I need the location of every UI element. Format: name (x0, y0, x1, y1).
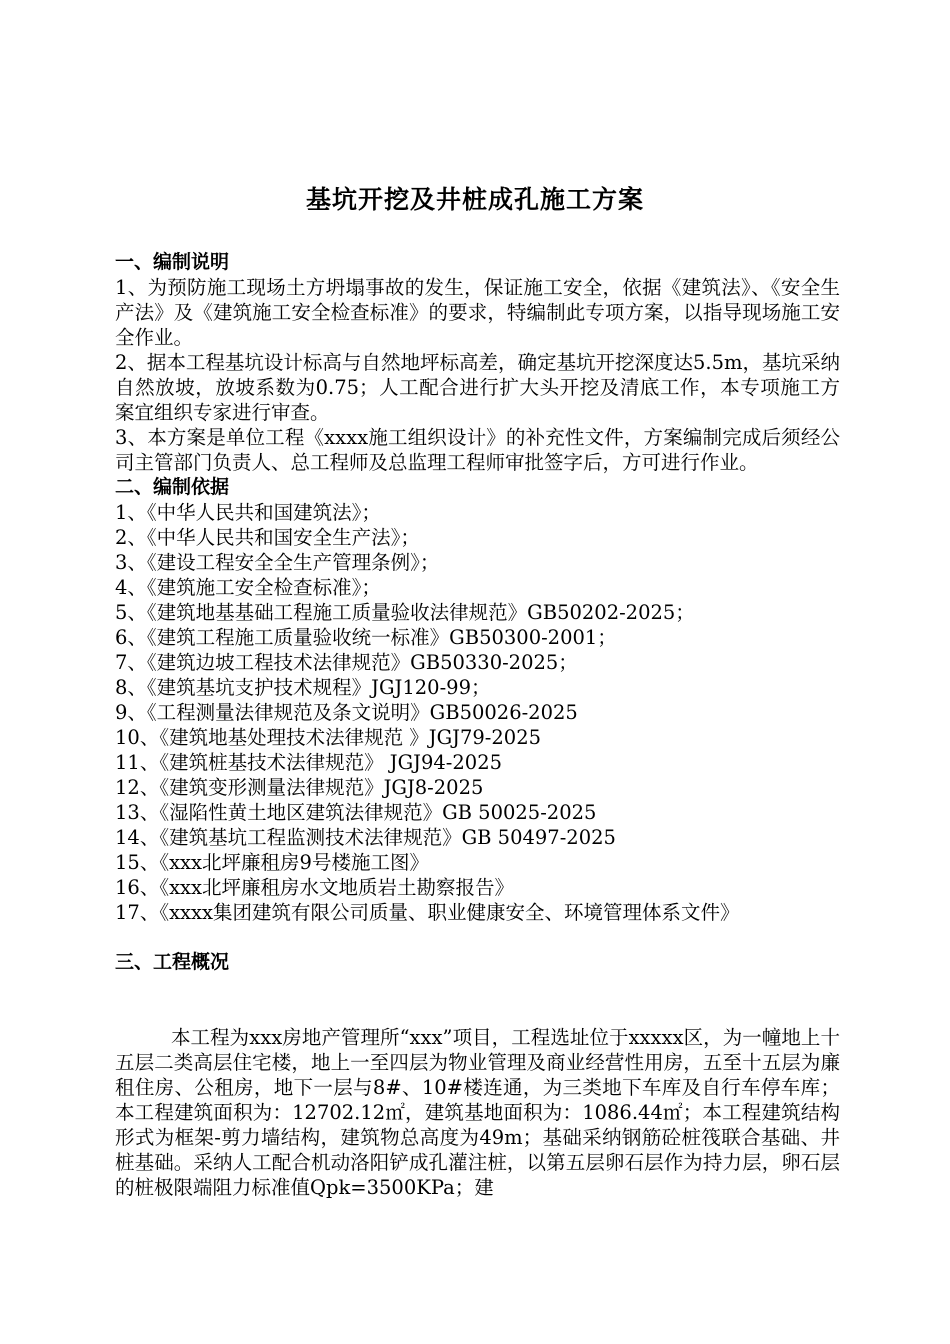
paragraph: 1、为预防施工现场土方坍塌事故的发生，保证施工安全，依据《建筑法》、《安全生产法》及《建筑施工安全检查标准》的要求，特编制此专项方案，以指导现场施工安全作业。 (115, 276, 840, 349)
list-item: 4、《建筑施工安全检查标准》； (115, 576, 381, 599)
spacer (115, 1000, 840, 1025)
list-item: 16、《xxx北坪廉租房水文地质岩土勘察报告》 (115, 876, 515, 899)
list-item: 15、《xxx北坪廉租房9号楼施工图》 (115, 851, 429, 874)
list-item: 17、《xxxx集团建筑有限公司质量、职业健康安全、环境管理体系文件》 (115, 901, 740, 924)
spacer (115, 975, 840, 1000)
section-heading-compilation-notes: 一、编制说明 (115, 251, 230, 273)
section-heading-compilation-basis: 二、编制依据 (115, 476, 230, 498)
list-item: 5、《建筑地基基础工程施工质量验收法律规范》GB50202-2025； (115, 601, 695, 624)
paragraph: 2、据本工程基坑设计标高与自然地坪标高差，确定基坑开挖深度达5.5m，基坑采纳自然放坡，放坡系数为0.75；人工配合进行扩大头开挖及清底工作，本专项施工方案宜组织专家进行审查。 (115, 351, 840, 424)
list-item: 8、《建筑基坑支护技术规程》JGJ120-99； (115, 676, 491, 699)
list-item: 11、《建筑桩基技术法律规范》 JGJ94-2025 (115, 751, 503, 774)
list-item: 7、《建筑边坡工程技术法律规范》GB50330-2025； (115, 651, 578, 674)
paragraph: 本工程为xxx房地产管理所“xxx”项目，工程选址位于xxxxx区，为一幢地上十五层二类高层住宅楼，地上一至四层为物业管理及商业经营性用房，五至十五层为廉租住房、公租房，地下一层与8#、10#楼连通，为三类地下车库及自行车停车库；本工程建筑面积为：12702.12㎡，建筑基地面积为：1086.44㎡；本工程建筑结构形式为框架-剪力墙结构，建筑物总高度为49m；基础采纳钢筋砼桩筏联合基础、井桩基础。采纳人工配合机动洛阳铲成孔灌注桩，以第五层卵石层作为持力层，卵石层的桩极限端阻力标准值Qpk=3500KPa；建 (115, 1026, 840, 1199)
list-item: 9、《工程测量法律规范及条文说明》GB50026-2025 (115, 701, 578, 724)
section-heading-project-overview: 三、工程概况 (115, 951, 230, 973)
spacer (115, 925, 840, 950)
basis-list (115, 500, 840, 925)
document-title: 基坑开挖及井桩成孔施工方案 (305, 185, 644, 214)
list-item: 13、《湿陷性黄土地区建筑法律规范》GB 50025-2025 (115, 801, 597, 824)
list-item: 6、《建筑工程施工质量验收统一标准》GB50300-2001； (115, 626, 617, 649)
paragraph: 3、本方案是单位工程《xxxx施工组织设计》的补充性文件，方案编制完成后须经公司主管部门负责人、总工程师及总监理工程师审批签字后，方可进行作业。 (115, 426, 840, 474)
list-item: 10、《建筑地基处理技术法律规范 》JGJ79-2025 (115, 726, 542, 749)
list-item: 2、《中华人民共和国安全生产法》； (115, 526, 420, 549)
list-item: 1、《中华人民共和国建筑法》； (115, 501, 381, 524)
document-body (115, 250, 840, 1200)
list-item: 12、《建筑变形测量法律规范》JGJ8-2025 (115, 776, 484, 799)
list-item: 3、《建设工程安全全生产管理条例》； (115, 551, 440, 574)
list-item: 14、《建筑基坑工程监测技术法律规范》GB 50497-2025 (115, 826, 616, 849)
